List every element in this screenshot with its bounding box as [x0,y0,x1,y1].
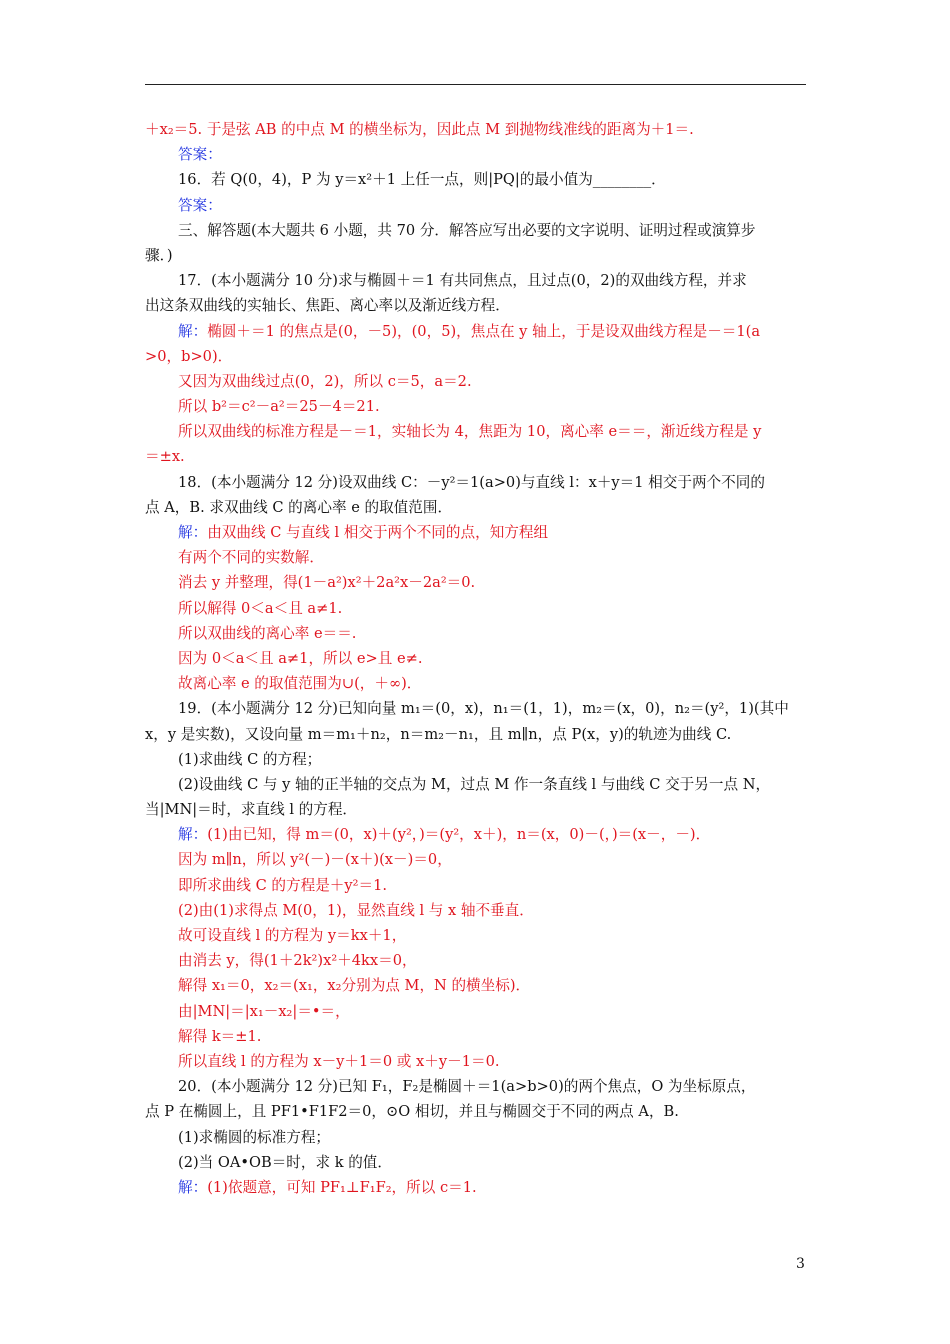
solution-label: 解： [178,826,208,844]
line-text: 故离心率 e 的取值范围为∪(，＋∞)． [178,675,422,693]
line-text: x，y 是实数)，又设向量 m＝m₁＋n₂，n＝m₂－n₁，且 m∥n，点 P(x，y)的轨迹为曲线 C. [145,725,732,743]
line-text: 由双曲线 C 与直线 l 相交于两个不同的点，知方程组 [207,524,549,541]
line-text: ＝±x. [145,448,185,466]
line-text: 有两个不同的实数解． [178,549,324,567]
line-text: (2)当 OA•OB＝时，求 k 的值． [178,1153,392,1171]
text-line [145,999,809,1024]
line-text: 点 P 在椭圆上，且 PF1•F1F2＝0，⊙O 相切，并且与椭圆交于不同的两点 A，B. [145,1103,679,1121]
text-line [145,621,809,646]
text-line [145,419,809,444]
text-line [145,394,809,419]
line-text: 答案： [178,196,222,214]
text-line [145,117,809,142]
line-text: (2)由(1)求得点 M(0，1)，显然直线 l 与 x 轴不垂直． [178,901,534,919]
text-line [145,1049,809,1074]
line-text: 所以直线 l 的方程为 x－y＋1＝0 或 x＋y－1＝0. [178,1052,500,1070]
text-line [145,268,809,293]
text-line [145,747,809,772]
line-text: ＋x₂＝5. 于是弦 AB 的中点 M 的横坐标为，因此点 M 到抛物线准线的距离为＋1＝. [145,121,694,138]
line-text: 19．(本小题满分 12 分)已知向量 m₁＝(0，x)，n₁＝(1，1)，m₂＝(x，0)，n₂＝(y²，1)(其中 [178,700,789,718]
line-text: 答案： [178,146,222,164]
text-line [145,822,809,847]
line-text: 由消去 y，得(1＋2k²)x²＋4kx＝0， [178,952,417,970]
text-line [145,369,809,394]
line-text: 解得 x₁＝0，x₂＝(x₁，x₂分别为点 M，N 的横坐标)． [178,977,531,995]
text-line [145,1099,809,1124]
line-text: (1)依题意，可知 PF₁⊥F₁F₂，所以 c＝1. [207,1178,477,1196]
line-text: (1)求椭圆的标准方程； [178,1128,331,1146]
line-text: 所以解得 0＜a＜且 a≠1. [178,599,343,617]
text-line [145,193,809,218]
text-line [145,696,809,721]
text-line [145,293,809,318]
text-line [145,520,809,545]
text-line [145,444,809,469]
line-text: >0，b>0)． [145,347,233,365]
document-body [145,117,809,1200]
text-line [145,847,809,872]
solution-label: 解： [178,524,208,541]
text-line [145,167,809,192]
text-line [145,243,809,268]
text-line [145,319,809,344]
line-text: 又因为双曲线过点(0，2)，所以 c＝5，a＝2. [178,372,472,390]
line-text: 三、解答题(本大题共 6 小题，共 70 分．解答应写出必要的文字说明、证明过程或演算步 [178,221,756,239]
text-line [145,344,809,369]
line-text: 故可设直线 l 的方程为 y＝kx＋1， [178,927,407,944]
text-line [145,948,809,973]
line-text: 出这条双曲线的实轴长、焦距、离心率以及渐近线方程． [145,297,510,315]
text-line [145,218,809,243]
solution-label: 解： [178,322,208,340]
line-text: 20．(本小题满分 12 分)已知 F₁，F₂是椭圆＋＝1(a>b>0)的两个焦点，O 为坐标原点， [178,1078,756,1096]
line-text: 所以 b²＝c²－a²＝25－4＝21. [178,398,380,416]
text-line [145,722,809,747]
line-text: 16．若 Q(0，4)，P 为 y＝x²＋1 上任一点，则|PQ|的最小值为________． [178,171,666,189]
line-text: (1)由已知，得 m＝(0，x)＋(y²，)＝(y²，x＋)，n＝(x，0)－(，)＝(x－，－)． [207,826,711,844]
text-line [145,596,809,621]
line-text: 由|MN|＝|x₁－x₂|＝•＝， [178,1002,350,1020]
text-line [145,873,809,898]
line-text: 当|MN|＝时，求直线 l 的方程． [145,801,358,819]
text-line [145,923,809,948]
line-text: 椭圆＋＝1 的焦点是(0，－5)，(0，5)，焦点在 y 轴上，于是设双曲线方程是－＝1(a [207,322,761,340]
text-line [145,470,809,495]
line-text: 17．(本小题满分 10 分)求与椭圆＋＝1 有共同焦点，且过点(0，2)的双曲线方程，并求 [178,272,747,290]
text-line [145,1150,809,1175]
line-text: 18．(本小题满分 12 分)设双曲线 C：－y²＝1(a>0)与直线 l：x＋y＝1 相交于两个不同的 [178,473,765,491]
text-line [145,545,809,570]
text-line [145,1175,809,1200]
text-line [145,646,809,671]
line-text: (1)求曲线 C 的方程； [178,750,322,768]
line-text: 解得 k＝±1. [178,1027,262,1045]
line-text: 因为 0＜a＜且 a≠1，所以 e>且 e≠. [178,649,423,667]
text-line [145,495,809,520]
text-line [145,1074,809,1099]
text-line [145,142,809,167]
text-line [145,1024,809,1049]
text-line [145,973,809,998]
line-text: 即所求曲线 C 的方程是＋y²＝1. [178,876,387,894]
text-line [145,898,809,923]
line-text: 所以双曲线的离心率 e＝＝. [178,624,357,642]
line-text: 因为 m∥n，所以 y²(－)－(x＋)(x－)＝0， [178,851,452,869]
header-rule [145,84,806,85]
text-line [145,570,809,595]
line-text: 骤．) [145,246,173,264]
text-line [145,772,809,797]
line-text: (2)设曲线 C 与 y 轴的正半轴的交点为 M，过点 M 作一条直线 l 与曲线 C 交于另一点 N， [178,775,771,793]
text-line [145,671,809,696]
page-number: 3 [796,1256,805,1272]
text-line [145,797,809,822]
line-text: 消去 y 并整理，得(1－a²)x²＋2a²x－2a²＝0. [178,574,476,592]
line-text: 点 A，B. 求双曲线 C 的离心率 e 的取值范围． [145,498,453,516]
line-text: 所以双曲线的标准方程是－＝1，实轴长为 4，焦距为 10，离心率 e＝＝，渐近线方程是 y [178,423,762,441]
solution-label: 解： [178,1178,208,1196]
text-line [145,1125,809,1150]
